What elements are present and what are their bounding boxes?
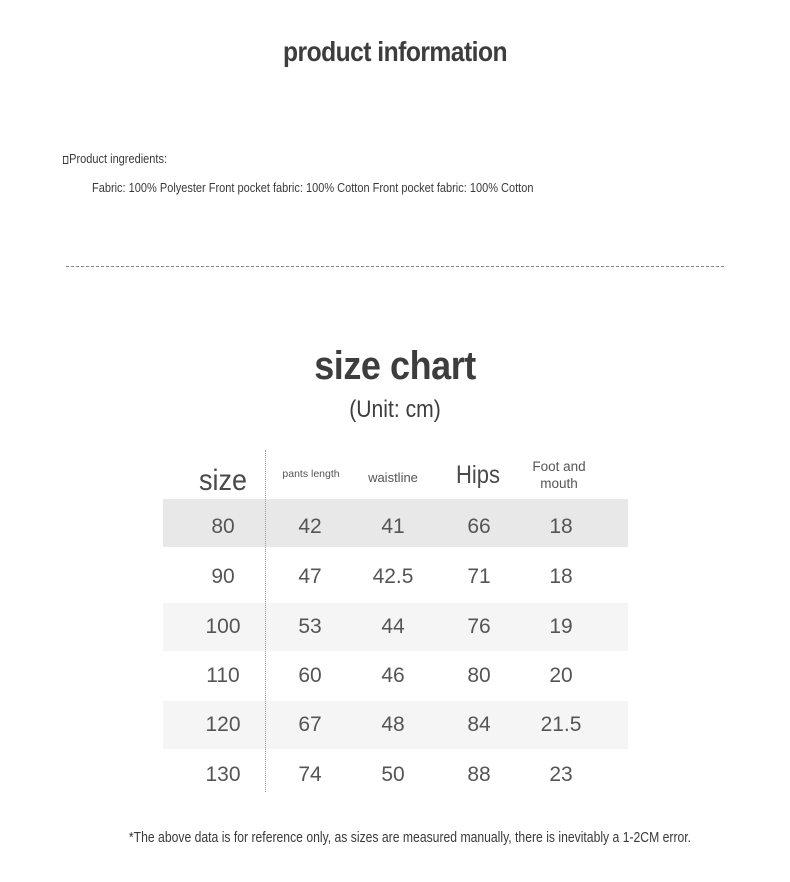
size-table (163, 448, 628, 798)
cell-foot-mouth: 18 (549, 565, 573, 588)
cell-pants-length: 67 (298, 713, 322, 736)
cell-hips: 76 (467, 615, 491, 638)
cell-waistline: 41 (381, 515, 405, 538)
cell-waistline: 48 (381, 713, 405, 736)
cell-size: 100 (205, 615, 241, 638)
cell-hips: 71 (467, 565, 491, 588)
header-hips: Hips (455, 461, 500, 489)
cell-foot-mouth: 19 (549, 615, 573, 638)
cell-pants-length: 42 (298, 515, 322, 538)
cell-foot-mouth: 23 (549, 763, 573, 786)
cell-size: 80 (211, 515, 235, 538)
header-waistline: waistline (368, 470, 418, 485)
table-row (163, 751, 628, 799)
cell-hips: 84 (467, 713, 491, 736)
cell-foot-mouth: 18 (549, 515, 573, 538)
cell-waistline: 46 (381, 664, 405, 687)
section-divider (66, 266, 724, 267)
product-information-title: product information (282, 36, 508, 67)
ingredients-text: Fabric: 100% Polyester Front pocket fabric: 100% Cotton Front pocket fabric: 100% Cotton (92, 181, 534, 195)
cell-hips: 88 (467, 763, 491, 786)
cell-pants-length: 74 (298, 763, 322, 786)
cell-pants-length: 47 (298, 565, 322, 588)
header-foot-mouth (519, 459, 599, 493)
cell-size: 130 (205, 763, 241, 786)
cell-hips: 80 (467, 664, 491, 687)
table-row (163, 701, 628, 749)
header-pants-length: pants length (282, 468, 340, 480)
table-row (163, 603, 628, 651)
cell-size: 110 (206, 664, 240, 687)
cell-size: 120 (205, 713, 241, 736)
header-foot-line1: Foot and (532, 459, 586, 474)
cell-waistline: 50 (381, 763, 405, 786)
header-foot-line2: mouth (540, 475, 578, 491)
table-row (163, 652, 628, 700)
cell-size: 90 (211, 565, 235, 588)
bullet-icon (63, 156, 68, 164)
cell-foot-mouth: 20 (549, 664, 573, 687)
cell-waistline: 42.5 (372, 565, 414, 588)
cell-pants-length: 60 (298, 664, 322, 687)
size-chart-unit: (Unit: cm) (349, 396, 441, 423)
ingredients-label-text: Product ingredients: (69, 152, 168, 166)
table-row (163, 553, 628, 601)
ingredients-label (63, 152, 167, 166)
cell-waistline: 44 (381, 615, 405, 638)
header-size: size (198, 464, 248, 497)
table-row (163, 503, 628, 551)
footnote: *The above data is for reference only, as sizes are measured manually, there is inevitably a 1-2CM error. (128, 830, 692, 846)
cell-hips: 66 (467, 515, 491, 538)
cell-foot-mouth: 21.5 (540, 713, 582, 736)
cell-pants-length: 53 (298, 615, 322, 638)
size-chart-title: size chart (314, 344, 476, 388)
